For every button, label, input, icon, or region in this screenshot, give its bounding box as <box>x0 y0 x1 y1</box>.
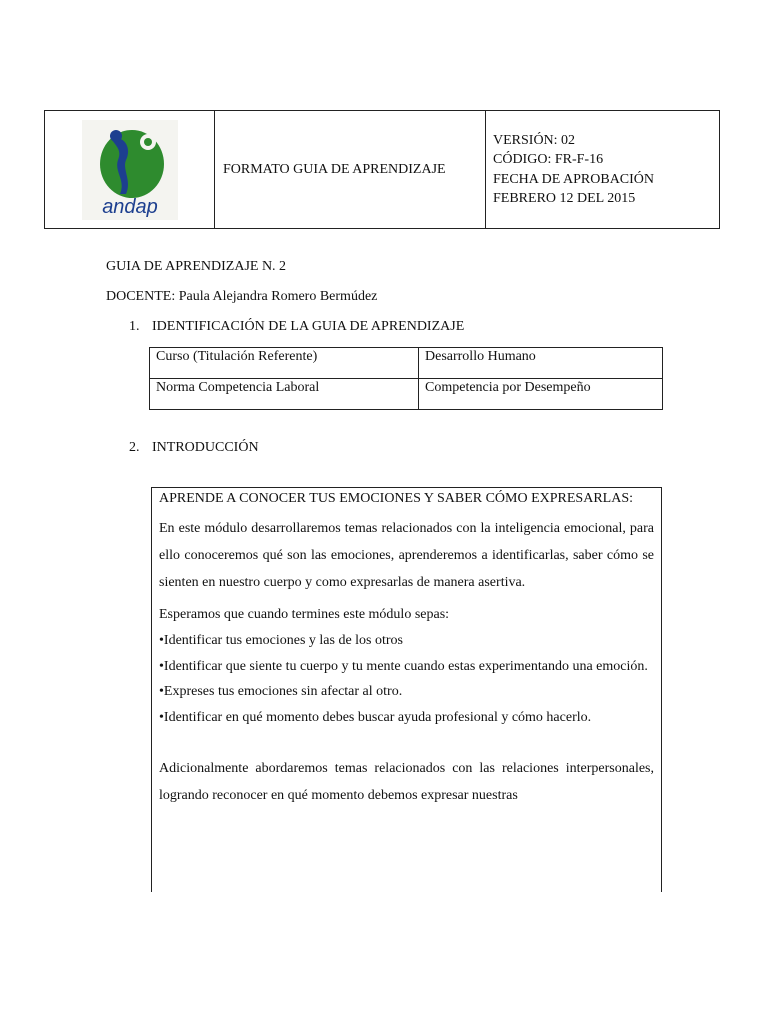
code-line: CÓDIGO: FR-F-16 <box>493 152 604 167</box>
section1-number: 1. <box>129 319 140 334</box>
table-row <box>150 348 663 379</box>
table-cell: Curso (Titulación Referente) <box>150 348 419 379</box>
bullet-item: •Identificar en qué momento debes buscar ayuda profesional y cómo hacerlo. <box>159 710 592 725</box>
section2-heading <box>129 440 259 456</box>
document-title: FORMATO GUIA DE APRENDIZAJE <box>215 111 486 229</box>
bullet-item: •Identificar tus emociones y las de los otros <box>159 633 404 648</box>
identification-table <box>149 347 663 410</box>
section2-number: 2. <box>129 440 140 455</box>
table-cell: Desarrollo Humano <box>419 348 663 379</box>
version-line: VERSIÓN: 02 <box>493 132 576 148</box>
intro-paragraph-2: Adicionalmente abordaremos temas relacionados con las relaciones interpersonales, logrando reconocer en qué momento debemos expresar nuestras <box>159 761 654 803</box>
andap-logo <box>82 120 178 220</box>
bullet-item: •Identificar que siente tu cuerpo y tu mente cuando estas experimentando una emoción. <box>159 659 648 674</box>
table-row <box>150 379 663 410</box>
section1-heading <box>129 319 464 335</box>
intro-heading: APRENDE A CONOCER TUS EMOCIONES Y SABER CÓMO EXPRESARLAS: <box>159 491 633 506</box>
approval-date-line: FEBRERO 12 DEL 2015 <box>493 191 636 206</box>
logo-text: andap <box>101 195 158 218</box>
intro-paragraph: En este módulo desarrollaremos temas relacionados con la inteligencia emocional, para ello conoceremos qué son las emociones, aprenderemos a identificarlas, saber cómo se sienten en nuestro cuerpo y como expresarlas de manera asertiva. <box>159 521 654 590</box>
table-cell: Competencia por Desempeño <box>419 379 663 410</box>
section1-title: IDENTIFICACIÓN DE LA GUIA DE APRENDIZAJE <box>152 319 465 334</box>
introduction-box <box>151 487 662 892</box>
document-info <box>486 111 720 229</box>
logo-cell <box>45 111 215 229</box>
table-cell: Norma Competencia Laboral <box>150 379 419 410</box>
bullet-item: •Expreses tus emociones sin afectar al otro. <box>159 684 403 699</box>
teacher-name: DOCENTE: Paula Alejandra Romero Bermúdez <box>106 289 378 304</box>
section2-title: INTRODUCCIÓN <box>152 440 259 455</box>
intro-expectation: Esperamos que cuando termines este módulo sepas: <box>159 607 450 622</box>
approval-label-line: FECHA DE APROBACIÓN <box>493 171 655 187</box>
guide-number: GUIA DE APRENDIZAJE N. 2 <box>106 259 287 274</box>
document-header-table <box>44 110 720 229</box>
